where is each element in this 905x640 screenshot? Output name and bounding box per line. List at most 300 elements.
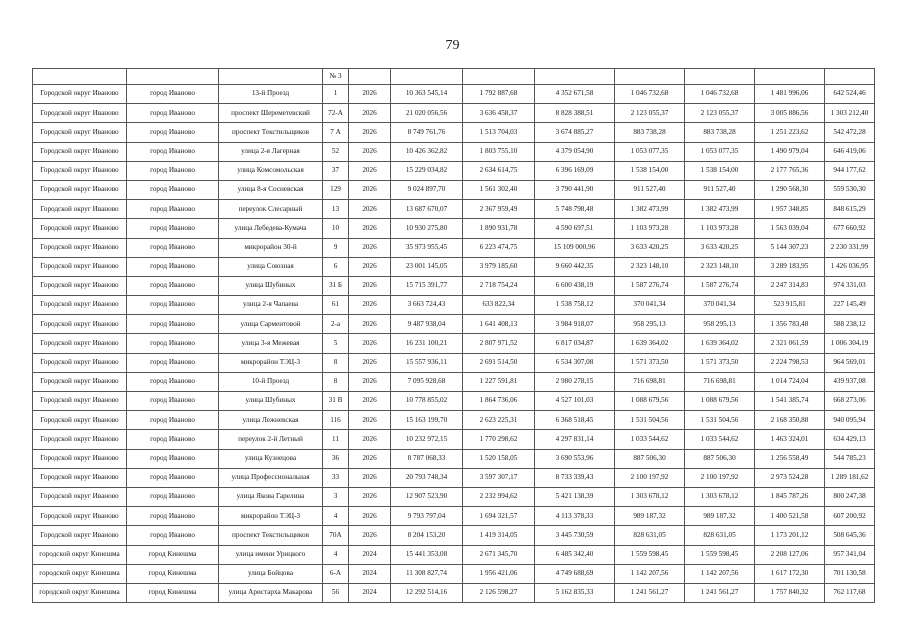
cost-col5-cell: 716 698,81 [685, 372, 755, 391]
cost-col2-cell: 2 367 959,49 [463, 200, 535, 219]
table-row [33, 372, 875, 391]
settlement-cell: город Иваново [127, 372, 219, 391]
year-cell: 2026 [349, 392, 391, 411]
cost-col6-cell: 523 915,81 [755, 296, 825, 315]
settlement-cell: город Иваново [127, 411, 219, 430]
municipality-cell: Городской округ Иваново [33, 200, 127, 219]
cost-col6-cell: 2 224 798,53 [755, 353, 825, 372]
table-row [33, 238, 875, 257]
cost-col4-cell: 1 382 473,99 [615, 200, 685, 219]
total-cost-cell: 15 163 199,70 [391, 411, 463, 430]
cost-col5-cell: 2 323 148,10 [685, 257, 755, 276]
municipality-cell: Городской округ Иваново [33, 353, 127, 372]
cost-col5-cell: 1 531 504,56 [685, 411, 755, 430]
settlement-cell: город Иваново [127, 353, 219, 372]
street-cell: улица 2-я Чапаева [219, 296, 323, 315]
year-cell: 2026 [349, 200, 391, 219]
year-cell: 2026 [349, 315, 391, 334]
cost-col7-cell: 1 289 181,62 [825, 468, 875, 487]
street-cell: улица Аристарха Макарова [219, 583, 323, 602]
cost-col2-cell: 2 718 754,24 [463, 276, 535, 295]
cost-col6-cell: 1 541 385,74 [755, 392, 825, 411]
header-cell [33, 69, 127, 85]
municipality-cell: городской округ Кинешма [33, 564, 127, 583]
cost-col2-cell: 1 641 408,13 [463, 315, 535, 334]
house-number-cell: 72-А [323, 104, 349, 123]
header-cell [391, 69, 463, 85]
cost-col7-cell: 544 785,23 [825, 449, 875, 468]
municipality-cell: Городской округ Иваново [33, 392, 127, 411]
cost-col5-cell: 911 527,40 [685, 180, 755, 199]
cost-col3-cell: 9 660 442,35 [535, 257, 615, 276]
house-number-cell: 31 Б [323, 276, 349, 295]
street-cell: микрорайон 30-й [219, 238, 323, 257]
total-cost-cell: 12 907 523,90 [391, 487, 463, 506]
year-cell: 2026 [349, 276, 391, 295]
cost-col2-cell: 2 232 994,62 [463, 487, 535, 506]
page-number: 79 [445, 38, 460, 53]
cost-col7-cell: 607 200,92 [825, 507, 875, 526]
table-row [33, 468, 875, 487]
street-cell: микрорайон ТЭЦ-3 [219, 353, 323, 372]
year-cell: 2026 [349, 487, 391, 506]
cost-col5-cell: 1 559 598,45 [685, 545, 755, 564]
cost-col7-cell: 677 660,92 [825, 219, 875, 238]
cost-col7-cell: 642 524,46 [825, 85, 875, 104]
cost-col5-cell: 370 041,34 [685, 296, 755, 315]
cost-col2-cell: 3 636 458,37 [463, 104, 535, 123]
cost-col7-cell: 957 341,04 [825, 545, 875, 564]
header-cell: № 3 [323, 69, 349, 85]
table-row [33, 161, 875, 180]
cost-col3-cell: 5 748 798,48 [535, 200, 615, 219]
year-cell: 2026 [349, 123, 391, 142]
year-cell: 2026 [349, 507, 391, 526]
municipality-cell: Городской округ Иваново [33, 468, 127, 487]
cost-col3-cell: 4 297 831,14 [535, 430, 615, 449]
cost-col7-cell: 1 006 304,19 [825, 334, 875, 353]
cost-col2-cell: 1 956 421,06 [463, 564, 535, 583]
cost-col2-cell: 1 890 931,78 [463, 219, 535, 238]
header-cell [535, 69, 615, 85]
settlement-cell: город Иваново [127, 142, 219, 161]
street-cell: улица Бойцова [219, 564, 323, 583]
house-number-cell: 10 [323, 219, 349, 238]
cost-col7-cell: 634 429,13 [825, 430, 875, 449]
cost-col3-cell: 6 485 342,40 [535, 545, 615, 564]
cost-col3-cell: 4 590 697,51 [535, 219, 615, 238]
cost-col3-cell: 8 733 339,43 [535, 468, 615, 487]
house-number-cell: 11 [323, 430, 349, 449]
total-cost-cell: 9 024 897,70 [391, 180, 463, 199]
table-row [33, 526, 875, 545]
house-number-cell: 116 [323, 411, 349, 430]
settlement-cell: город Иваново [127, 334, 219, 353]
cost-col4-cell: 2 123 055,37 [615, 104, 685, 123]
cost-col2-cell: 1 694 321,57 [463, 507, 535, 526]
municipality-cell: Городской округ Иваново [33, 85, 127, 104]
table-row [33, 430, 875, 449]
year-cell: 2026 [349, 353, 391, 372]
cost-col4-cell: 2 100 197,92 [615, 468, 685, 487]
street-cell: улица Сарментовой [219, 315, 323, 334]
settlement-cell: город Иваново [127, 430, 219, 449]
cost-col5-cell: 828 631,05 [685, 526, 755, 545]
total-cost-cell: 10 232 972,15 [391, 430, 463, 449]
house-number-cell: 13 [323, 200, 349, 219]
total-cost-cell: 23 001 145,05 [391, 257, 463, 276]
house-number-cell: 6-А [323, 564, 349, 583]
cost-col4-cell: 887 506,30 [615, 449, 685, 468]
header-cell [685, 69, 755, 85]
municipality-cell: городской округ Кинешма [33, 545, 127, 564]
municipality-cell: Городской округ Иваново [33, 526, 127, 545]
house-number-cell: 4 [323, 545, 349, 564]
table-row [33, 411, 875, 430]
cost-col5-cell: 1 382 473,99 [685, 200, 755, 219]
cost-col6-cell: 2 247 314,83 [755, 276, 825, 295]
settlement-cell: город Иваново [127, 526, 219, 545]
year-cell: 2026 [349, 526, 391, 545]
cost-col4-cell: 1 033 544,62 [615, 430, 685, 449]
header-cell [825, 69, 875, 85]
total-cost-cell: 8 787 068,33 [391, 449, 463, 468]
table-header-row [33, 69, 875, 85]
settlement-cell: город Иваново [127, 392, 219, 411]
cost-col6-cell: 1 463 324,01 [755, 430, 825, 449]
cost-col3-cell: 6 600 438,19 [535, 276, 615, 295]
cost-col2-cell: 6 223 474,75 [463, 238, 535, 257]
total-cost-cell: 15 229 034,82 [391, 161, 463, 180]
house-number-cell: 3 [323, 487, 349, 506]
cost-col3-cell: 5 421 138,39 [535, 487, 615, 506]
year-cell: 2026 [349, 372, 391, 391]
house-number-cell: 129 [323, 180, 349, 199]
cost-col6-cell: 2 208 127,06 [755, 545, 825, 564]
cost-col7-cell: 701 130,58 [825, 564, 875, 583]
cost-col5-cell: 1 303 678,12 [685, 487, 755, 506]
cost-col7-cell: 1 426 036,95 [825, 257, 875, 276]
house-number-cell: 8 [323, 353, 349, 372]
municipality-cell: Городской округ Иваново [33, 430, 127, 449]
house-number-cell: 1 [323, 85, 349, 104]
cost-col5-cell: 1 088 679,56 [685, 392, 755, 411]
municipality-cell: Городской округ Иваново [33, 161, 127, 180]
cost-col3-cell: 3 674 885,27 [535, 123, 615, 142]
cost-col7-cell: 944 177,62 [825, 161, 875, 180]
cost-col5-cell: 1 571 373,50 [685, 353, 755, 372]
house-number-cell: 8 [323, 372, 349, 391]
total-cost-cell: 9 487 938,04 [391, 315, 463, 334]
cost-col6-cell: 1 251 223,62 [755, 123, 825, 142]
year-cell: 2026 [349, 257, 391, 276]
cost-col4-cell: 2 323 148,10 [615, 257, 685, 276]
cost-col4-cell: 1 538 154,00 [615, 161, 685, 180]
cost-col4-cell: 1 241 561,27 [615, 583, 685, 602]
table-row [33, 276, 875, 295]
cost-col4-cell: 1 639 364,02 [615, 334, 685, 353]
house-number-cell: 36 [323, 449, 349, 468]
capital-repair-table [32, 68, 875, 603]
cost-col2-cell: 1 803 755,10 [463, 142, 535, 161]
cost-col2-cell: 1 227 591,81 [463, 372, 535, 391]
house-number-cell: 37 [323, 161, 349, 180]
year-cell: 2026 [349, 334, 391, 353]
settlement-cell: город Иваново [127, 104, 219, 123]
street-cell: переулок Слесарный [219, 200, 323, 219]
cost-col5-cell: 1 639 364,02 [685, 334, 755, 353]
cost-col5-cell: 1 241 561,27 [685, 583, 755, 602]
settlement-cell: город Иваново [127, 200, 219, 219]
table-row [33, 200, 875, 219]
year-cell: 2026 [349, 142, 391, 161]
cost-col6-cell: 1 845 787,26 [755, 487, 825, 506]
house-number-cell: 4 [323, 507, 349, 526]
cost-col3-cell: 4 352 671,58 [535, 85, 615, 104]
cost-col3-cell: 3 790 441,90 [535, 180, 615, 199]
settlement-cell: город Кинешма [127, 583, 219, 602]
cost-col6-cell: 1 290 568,30 [755, 180, 825, 199]
settlement-cell: город Иваново [127, 257, 219, 276]
cost-col3-cell: 3 445 730,59 [535, 526, 615, 545]
street-cell: улица Лебедева-Кумача [219, 219, 323, 238]
total-cost-cell: 21 020 056,56 [391, 104, 463, 123]
header-cell [219, 69, 323, 85]
cost-col4-cell: 958 295,13 [615, 315, 685, 334]
cost-col5-cell: 1 538 154,00 [685, 161, 755, 180]
cost-col3-cell: 4 379 054,90 [535, 142, 615, 161]
street-cell: улица 3-я Межевая [219, 334, 323, 353]
municipality-cell: Городской округ Иваново [33, 104, 127, 123]
street-cell: улица Шубиных [219, 276, 323, 295]
cost-col2-cell: 1 561 302,40 [463, 180, 535, 199]
cost-col6-cell: 2 177 765,36 [755, 161, 825, 180]
street-cell: улица 8-я Сосневская [219, 180, 323, 199]
municipality-cell: Городской округ Иваново [33, 372, 127, 391]
settlement-cell: город Иваново [127, 219, 219, 238]
settlement-cell: город Иваново [127, 507, 219, 526]
settlement-cell: город Иваново [127, 296, 219, 315]
cost-col6-cell: 2 973 524,28 [755, 468, 825, 487]
cost-col2-cell: 1 513 704,03 [463, 123, 535, 142]
cost-col2-cell: 2 671 345,70 [463, 545, 535, 564]
cost-col3-cell: 6 368 518,45 [535, 411, 615, 430]
cost-col2-cell: 2 126 598,27 [463, 583, 535, 602]
cost-col2-cell: 1 419 314,05 [463, 526, 535, 545]
year-cell: 2026 [349, 449, 391, 468]
street-cell: проспект Текстильщиков [219, 123, 323, 142]
total-cost-cell: 7 095 928,68 [391, 372, 463, 391]
cost-col6-cell: 1 957 348,85 [755, 200, 825, 219]
cost-col7-cell: 439 937,08 [825, 372, 875, 391]
cost-col4-cell: 1 303 678,12 [615, 487, 685, 506]
municipality-cell: Городской округ Иваново [33, 507, 127, 526]
table-row [33, 85, 875, 104]
cost-col4-cell: 1 531 504,56 [615, 411, 685, 430]
municipality-cell: Городской округ Иваново [33, 411, 127, 430]
cost-col2-cell: 1 792 887,68 [463, 85, 535, 104]
cost-col6-cell: 2 321 061,59 [755, 334, 825, 353]
total-cost-cell: 15 557 936,11 [391, 353, 463, 372]
table-row [33, 487, 875, 506]
total-cost-cell: 35 973 955,45 [391, 238, 463, 257]
year-cell: 2026 [349, 430, 391, 449]
municipality-cell: Городской округ Иваново [33, 449, 127, 468]
house-number-cell: 56 [323, 583, 349, 602]
settlement-cell: город Иваново [127, 315, 219, 334]
year-cell: 2026 [349, 219, 391, 238]
cost-col2-cell: 2 691 514,50 [463, 353, 535, 372]
cost-col5-cell: 1 033 544,62 [685, 430, 755, 449]
street-cell: переулок 2-й Летный [219, 430, 323, 449]
municipality-cell: Городской округ Иваново [33, 123, 127, 142]
cost-col4-cell: 370 041,34 [615, 296, 685, 315]
street-cell: микрорайон ТЭЦ-3 [219, 507, 323, 526]
cost-col4-cell: 716 698,81 [615, 372, 685, 391]
year-cell: 2026 [349, 85, 391, 104]
settlement-cell: город Иваново [127, 487, 219, 506]
cost-col7-cell: 588 238,12 [825, 315, 875, 334]
house-number-cell: 33 [323, 468, 349, 487]
cost-col6-cell: 1 014 724,04 [755, 372, 825, 391]
table-row [33, 296, 875, 315]
year-cell: 2026 [349, 296, 391, 315]
municipality-cell: Городской округ Иваново [33, 334, 127, 353]
year-cell: 2026 [349, 161, 391, 180]
header-cell [463, 69, 535, 85]
table-row [33, 142, 875, 161]
cost-col6-cell: 1 256 558,49 [755, 449, 825, 468]
cost-col2-cell: 2 634 614,75 [463, 161, 535, 180]
house-number-cell: 2-а [323, 315, 349, 334]
municipality-cell: Городской округ Иваново [33, 296, 127, 315]
table-row [33, 545, 875, 564]
settlement-cell: город Иваново [127, 123, 219, 142]
table-row [33, 315, 875, 334]
house-number-cell: 31 В [323, 392, 349, 411]
cost-col7-cell: 559 530,30 [825, 180, 875, 199]
total-cost-cell: 20 793 748,34 [391, 468, 463, 487]
house-number-cell: 52 [323, 142, 349, 161]
total-cost-cell: 10 930 275,80 [391, 219, 463, 238]
cost-col5-cell: 2 100 197,92 [685, 468, 755, 487]
cost-col3-cell: 4 749 688,69 [535, 564, 615, 583]
cost-col4-cell: 1 053 077,35 [615, 142, 685, 161]
municipality-cell: Городской округ Иваново [33, 142, 127, 161]
header-cell [755, 69, 825, 85]
cost-col7-cell: 668 273,06 [825, 392, 875, 411]
table-row [33, 353, 875, 372]
cost-col7-cell: 762 117,68 [825, 583, 875, 602]
cost-col3-cell: 4 113 378,33 [535, 507, 615, 526]
cost-col7-cell: 940 095,94 [825, 411, 875, 430]
cost-col4-cell: 883 738,28 [615, 123, 685, 142]
cost-col7-cell: 542 472,28 [825, 123, 875, 142]
cost-col6-cell: 3 289 183,95 [755, 257, 825, 276]
cost-col5-cell: 1 142 207,56 [685, 564, 755, 583]
cost-col5-cell: 883 738,28 [685, 123, 755, 142]
total-cost-cell: 10 426 362,82 [391, 142, 463, 161]
street-cell: улица Комсомольская [219, 161, 323, 180]
cost-col5-cell: 958 295,13 [685, 315, 755, 334]
cost-col6-cell: 5 144 307,23 [755, 238, 825, 257]
cost-col4-cell: 911 527,40 [615, 180, 685, 199]
municipality-cell: Городской округ Иваново [33, 487, 127, 506]
municipality-cell: Городской округ Иваново [33, 219, 127, 238]
settlement-cell: город Иваново [127, 468, 219, 487]
cost-col3-cell: 3 984 918,07 [535, 315, 615, 334]
street-cell: улица Профессиональная [219, 468, 323, 487]
cost-col5-cell: 1 053 077,35 [685, 142, 755, 161]
cost-col7-cell: 974 331,03 [825, 276, 875, 295]
table-row [33, 104, 875, 123]
cost-col5-cell: 989 187,32 [685, 507, 755, 526]
cost-col4-cell: 1 046 732,68 [615, 85, 685, 104]
cost-col4-cell: 1 587 276,74 [615, 276, 685, 295]
year-cell: 2026 [349, 468, 391, 487]
header-cell [615, 69, 685, 85]
cost-col4-cell: 1 571 373,50 [615, 353, 685, 372]
cost-col6-cell: 1 490 979,04 [755, 142, 825, 161]
municipality-cell: Городской округ Иваново [33, 276, 127, 295]
municipality-cell: Городской округ Иваново [33, 180, 127, 199]
total-cost-cell: 16 231 100,21 [391, 334, 463, 353]
table-row [33, 583, 875, 602]
year-cell: 2026 [349, 180, 391, 199]
house-number-cell: 6 [323, 257, 349, 276]
cost-col2-cell: 2 807 971,52 [463, 334, 535, 353]
cost-col3-cell: 6 534 307,08 [535, 353, 615, 372]
cost-col3-cell: 4 527 101,03 [535, 392, 615, 411]
table-row [33, 123, 875, 142]
year-cell: 2026 [349, 411, 391, 430]
cost-col4-cell: 1 103 973,28 [615, 219, 685, 238]
total-cost-cell: 15 715 391,77 [391, 276, 463, 295]
cost-col5-cell: 1 046 732,68 [685, 85, 755, 104]
street-cell: улица Союзная [219, 257, 323, 276]
table-row [33, 507, 875, 526]
settlement-cell: город Кинешма [127, 564, 219, 583]
settlement-cell: город Иваново [127, 449, 219, 468]
street-cell: улица 2-я Лагерная [219, 142, 323, 161]
cost-col3-cell: 2 980 278,15 [535, 372, 615, 391]
header-cell [349, 69, 391, 85]
municipality-cell: городской округ Кинешма [33, 583, 127, 602]
cost-col5-cell: 1 587 276,74 [685, 276, 755, 295]
house-number-cell: 61 [323, 296, 349, 315]
total-cost-cell: 15 441 353,08 [391, 545, 463, 564]
street-cell: улица Якова Гарелина [219, 487, 323, 506]
cost-col4-cell: 828 631,05 [615, 526, 685, 545]
street-cell: 10-й Проезд [219, 372, 323, 391]
table-row [33, 334, 875, 353]
settlement-cell: город Кинешма [127, 545, 219, 564]
cost-col7-cell: 227 145,49 [825, 296, 875, 315]
year-cell: 2024 [349, 564, 391, 583]
cost-col4-cell: 1 142 207,56 [615, 564, 685, 583]
cost-col7-cell: 2 230 331,99 [825, 238, 875, 257]
table-row [33, 449, 875, 468]
total-cost-cell: 9 793 797,04 [391, 507, 463, 526]
header-cell [127, 69, 219, 85]
table-row [33, 257, 875, 276]
table-row [33, 180, 875, 199]
total-cost-cell: 3 663 724,43 [391, 296, 463, 315]
cost-col2-cell: 1 770 298,62 [463, 430, 535, 449]
cost-col7-cell: 646 419,06 [825, 142, 875, 161]
house-number-cell: 70А [323, 526, 349, 545]
table-row [33, 564, 875, 583]
